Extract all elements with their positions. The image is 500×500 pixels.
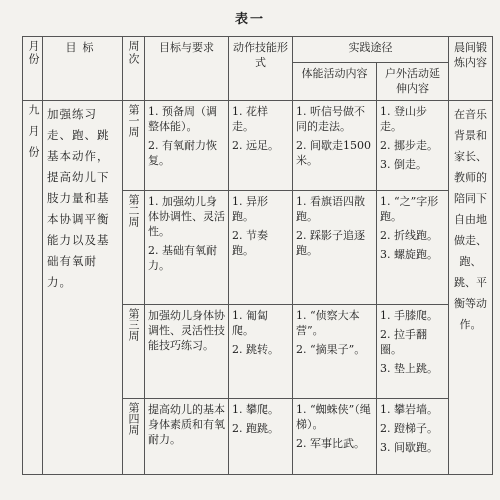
skill-line: 2. 远足。 [232,139,279,152]
requirements-cell [145,305,229,399]
outdoor-line: 1. 攀岩墙。 [380,403,438,416]
fitness-line: 2. “摘果子”。 [296,343,366,356]
outdoor-line: 1. 登山步走。 [380,105,427,133]
header-morning-exercise: 晨间锻炼内容 [449,37,493,101]
skills-cell [229,305,293,399]
week-cell [123,305,145,399]
goal-cell: 加强练习走、跑、跳基本动作，提高幼儿下肢力量和基本协调平衡能力以及基础有氧耐力。 [43,101,123,475]
skills-cell [229,191,293,305]
requirements-cell [145,191,229,305]
week-rows [23,101,493,475]
outdoor-line: 1. “之”字形跑。 [380,195,439,223]
outdoor-cell [377,191,449,305]
skills-cell [229,399,293,475]
header-goal: 目标 [43,37,123,101]
requirement-line: 1. 预备周（调整体能）。 [148,105,217,133]
requirement-line: 2. 基础有氧耐力。 [148,244,217,272]
header-row-1 [23,37,493,63]
skill-line: 2. 跳转。 [232,343,279,356]
morning-exercise-cell: 在音乐背景和家长、教师的陪同下自由地做走、跑、跳、平衡等动作。 [449,101,493,475]
fitness-line: 2. 踩影子追逐跑。 [296,229,365,257]
skill-line: 1. 花样走。 [232,105,268,133]
outdoor-line: 3. 垫上跳。 [380,362,438,375]
outdoor-line: 3. 间歇跑。 [380,441,438,454]
requirement-line: 2. 有氧耐力恢复。 [148,139,217,167]
week-label: 第二周 [127,194,140,227]
requirement-line: 加强幼儿身体协调性、灵活性技能技巧练习。 [148,309,225,352]
outdoor-line: 3. 倒走。 [380,158,427,171]
table-title: 表一 [234,12,265,27]
fitness-line: 1. 听信号做不同的走法。 [296,105,365,133]
header-fitness-content: 体能活动内容 [293,63,377,101]
week-label: 第四周 [127,402,140,435]
week-row [23,101,493,191]
fitness-line: 1. “蜘蛛侠”（绳梯）。 [296,403,371,431]
skill-line: 2. 跑跳。 [232,422,279,435]
outdoor-cell [377,101,449,191]
week-cell [123,191,145,305]
header-motor-skill: 动作技能形式 [229,37,293,101]
fitness-cell [293,305,377,399]
week-label: 第三周 [127,308,140,341]
requirements-cell [145,101,229,191]
outdoor-line: 3. 螺旋跑。 [380,248,438,261]
requirement-line: 提高幼儿的基本身体素质和有氧耐力。 [148,403,225,446]
fitness-cell [293,191,377,305]
fitness-line: 1. 看旗语四散跑。 [296,195,365,223]
week-cell [123,101,145,191]
skill-line: 1. 攀爬。 [232,403,279,416]
skills-cell [229,101,293,191]
header-practice: 实践途径 [293,37,449,63]
outdoor-line: 2. 拉手翻圈。 [380,328,427,356]
outdoor-cell [377,305,449,399]
header-goals-requirements: 目标与要求 [145,37,229,101]
outdoor-line: 2. 蹬梯子。 [380,422,438,435]
skill-line: 2. 节奏跑。 [232,229,268,257]
fitness-line: 2. 军事比武。 [296,437,365,450]
header-week: 周次 [123,37,145,101]
fitness-line: 2. 间歇走1500米。 [296,139,371,167]
outdoor-cell [377,399,449,475]
month-cell [23,101,43,475]
outdoor-line: 2. 折线跑。 [380,229,438,242]
month-text: 九月份 [27,104,40,167]
header-outdoor-extension: 户外活动延伸内容 [377,63,449,101]
requirements-cell [145,399,229,475]
week-cell [123,399,145,475]
plan-table [22,36,493,475]
skill-line: 1. 异形跑。 [232,195,268,223]
header-month: 月份 [23,37,43,101]
week-label: 第一周 [127,104,140,137]
fitness-line: 1. “侦察大本营”。 [296,309,360,337]
requirement-line: 1. 加强幼儿身体协调性、灵活性。 [148,195,225,238]
outdoor-line: 2. 挪步走。 [380,139,438,152]
outdoor-line: 1. 手膝爬。 [380,309,438,322]
skill-line: 1. 匍匐爬。 [232,309,268,337]
fitness-cell [293,101,377,191]
fitness-cell [293,399,377,475]
